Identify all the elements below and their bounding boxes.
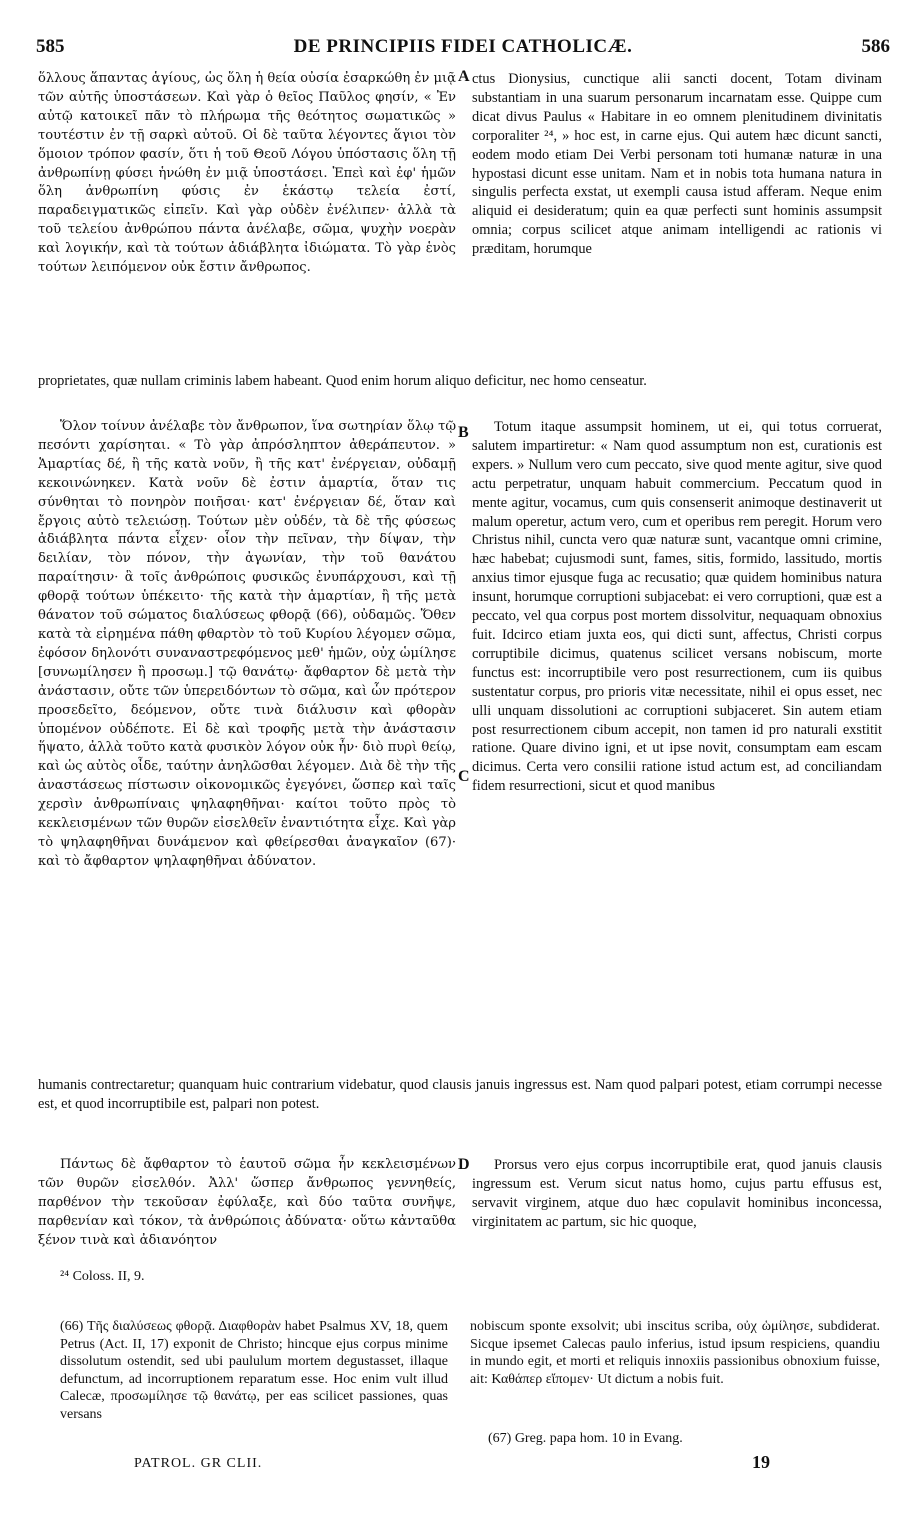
full-width-line-a bbox=[38, 372, 882, 391]
margin-marker-a: A bbox=[458, 68, 470, 85]
page-number-right: 586 bbox=[861, 36, 890, 57]
margin-marker-d: D bbox=[458, 1156, 470, 1173]
latin-paragraph-b: Totum itaque assumpsit hominem, ut ei, qui totus corruerat, salutem impartiretur: « Nam quod assumptum non est, curationis est expers. » Nullum vero cum peccato, sive quod mente agitur, sive quod actu perpetratur, unquam habuit commercium. Peccatum quod in mente agitur, vocamus, cum quis consenserit animoque destinaverit ut malum operetur, actum vero, cum et operibus rem peregit. Horum vero Christus nihil, cuncta vero quæ naturæ sunt, vacantque omni crimine, hæc habebat; cujusmodi sunt, fames, sitis, formido, lassitudo, mortis anxius timor ejusque fuga ac recusatio; quæ quidem hominibus natura insunt, horumque corruptioni subjacebat: ei vero corruptioni, quæ est a peccato, vel qua corpus post mortem dissolvitur, nequaquam obnoxius fuit. Idcirco etiam juxta eos, qui dicti sunt, affectus, Christi corpus corruptibile dicimus, quatenus scilicet versans nobiscum, morte functus est: incorruptibile vero post resurrectionem, cum iis quibus sustentatur corpus, pro prioris vitæ necessitate, nihil ei opus esset, nec ulli unquam dissolutioni ac corruptioni subjaceret. Sin autem etiam post resurrectionem cibum accepit, non tamen id pro naturali exstitit ratione. Quare divino igni, et ut ipse novit, consumptam eam escam dicimus. Certa vero consilii ratione istud actum est, ad conciliandam fidem resurrectioni, sicut et quod manibus bbox=[472, 419, 882, 795]
page-title: DE PRINCIPIIS FIDEI CATHOLICÆ. bbox=[293, 36, 633, 57]
margin-marker-b: B bbox=[458, 424, 469, 441]
greek-paragraph-d: Πάντως δὲ ἄφθαρτον τὸ ἑαυτοῦ σῶμα ἦν κεκλεισμένων τῶν θυρῶν εἰσελθόν. Ἀλλ' ὥσπερ ἄνθρωπος γεννηθείς, παρθένον τὴν τεκοῦσαν ἐφύλαξε, καὶ δύο ταῦτα συνῆψε, παρθενίαν καὶ τόκον, τὰ ἀνθρώποις ἀδύνατα· οὕτω κἀνταῦθα ξένον τινὰ καὶ ἀδιανόητον bbox=[38, 1157, 456, 1248]
full-width-text-a: proprietates, quæ nullam criminis labem habeant. Quod enim horum aliquo deficitur, nec homo censeatur. bbox=[38, 373, 647, 389]
footnote-67: (67) Greg. papa hom. 10 in Evang. bbox=[488, 1431, 683, 1446]
footer-series: PATROL. GR CLII. bbox=[134, 1456, 263, 1471]
greek-paragraph-b: Ὅλον τοίνυν ἀνέλαβε τὸν ἄνθρωπον, ἵνα σωτηρίαν ὅλῳ τῷ πεσόντι χαρίσηται. « Τὸ γὰρ ἀπρόσληπτον ἀθεράπευτον. » Ἁμαρτίας δέ, ἢ τῆς κατὰ νοῦν, ἢ τῆς κατ' ἐνέργειαν, οὐδαμῇ κεκοινώνηκεν. Κατὰ νοῦν δὲ ἐστιν ἁμαρτία, ὅταν τις σύνθηται τὸ πονηρὸν ποιῆσαι· κατ' ἐνέργειαν δέ, ὅταν καὶ ἔργοις αὐτὸ τελειώσῃ. Τούτων μὲν οὐδέν, τὰ δὲ τῆς φύσεως ἀδιάβλητα πάντα εἶχεν· οἷον τὴν πεῖναν, τὴν δίψαν, τὴν δειλίαν, τὸν πόνον, τὴν ἀγωνίαν, τὴν τοῦ θανάτου παραίτησιν· ἃ τοῖς ἀνθρώποις φυσικῶς ἐνυπάρχουσι, καὶ τῇ φθορᾷ τούτων ὑπέκειτο· τῆς κατὰ τὴν ἁμαρτίαν, ἢ τῆς μετὰ θάνατον τοῦ σώματος διαλύσεως φθορᾷ (66), οὐδαμῶς. Ὅθεν κατὰ τὰ εἰρημένα πάθη φθαρτὸν τὸ τοῦ Κυρίου λέγομεν σῶμα, ἐφόσον δηλονότι συναναστρεφόμενος μεθ' ἡμῶν, οὐχ ὡμίλησε [συνωμίλησεν ἢ προσωμ.] τῷ θανάτῳ· ἄφθαρτον δὲ μετὰ τὴν ἀνάστασιν, οὔτε τῶν ὑπερειδόντων τὸ σῶμα, καὶ ὧν πρότερον προσεδεῖτο, δεόμενον, οὔτε τινὰ διάλυσιν καὶ φθορὰν ὑπομένον οὐδέποτε. Εἰ δὲ καὶ τροφῆς μετὰ τὴν ἀνάστασιν ἥψατο, ἀλλὰ τοῦτο κατὰ φυσικὸν λόγον οὐκ ἦν· διὸ πυρὶ θείῳ, καὶ ὡς αὐτὸς οἶδε, ταύτην ἀνηλῶσθαι λέγομεν. Διὰ δὲ τὴν τῆς ἀναστάσεως πίστωσιν οἰκονομικῶς ἐγεγόνει, ὥσπερ καὶ ταῖς χερσὶν ἀνθρωπίναις ψηλαφηθῆναι· καίτοι τοῦτο πρὸς τὸ κεκλεισμένων τῶν θυρῶν εἰσελθεῖν ἐναντιότητα εἶχε. Καὶ γὰρ τὸ ψηλαφηθῆναι δυνάμενον καὶ φθείρεσθαι ἀναγκαῖον (67)· καὶ τὸ ἄφθαρτον ψηλαφηθῆναι ἀδύνατον. bbox=[38, 419, 456, 869]
latin-column-b bbox=[472, 418, 882, 796]
footnote-66: (66) Τῆς διαλύσεως φθορᾷ. Διαφθορὰν habet Psalmus XV, 18, quem Petrus (Act. II, 17) exponit de Christo; hincque ejus corpus minime dissolutum ostendit, sed ubi paululum mortem degustasset, illaque defunctum, ad incorruptionem reparatum esse. Hoc enim vult illud Calecæ, προσωμίλησε τῷ θανάτῳ, per eas scilicet passiones, quas versans bbox=[60, 1319, 448, 1422]
latin-column-a bbox=[472, 70, 882, 259]
footnote-coloss: ²⁴ Coloss. II, 9. bbox=[60, 1269, 145, 1284]
margin-marker-c: C bbox=[458, 768, 470, 785]
full-width-text-b: humanis contrectaretur; quanquam huic contrarium videbatur, quod clausis januis ingressus est. Nam quod palpari potest, etiam corrumpi necesse est, et quod incorruptibile est, palpari non potest. bbox=[38, 1077, 882, 1112]
footer-signature: 19 bbox=[752, 1452, 770, 1472]
greek-column-a bbox=[38, 70, 456, 278]
running-header bbox=[36, 36, 890, 66]
footnote-66-continued: nobiscum sponte exsolvit; ubi inscitus scriba, οὐχ ὡμίλησε, subdiderat. Sicque ipsemet Calecas paulo inferius, istud ipsum respiciens, quandiu in mundo egit, et morti et reliquis innoxiis passionibus obnoxium fuisse, ait: Καθάπερ εἴπομεν· Ut dictum a nobis fuit. bbox=[470, 1319, 880, 1387]
greek-column-b bbox=[38, 418, 456, 872]
greek-column-d bbox=[38, 1156, 456, 1251]
greek-paragraph-a: ὅλλους ἅπαντας ἁγίους, ὡς ὅλη ἡ θεία οὐσία ἐσαρκώθη ἐν μιᾷ τῶν αὐτῆς ὑποστάσεων. Καὶ γὰρ ὁ θεῖος Παῦλος φησίν, « Ἐν αὐτῷ κατοικεῖ πᾶν τὸ πλήρωμα τῆς θεότητος σωματικῶς » τουτέστιν ἐν τῇ σαρκὶ αὐτοῦ. Οἱ δὲ ταῦτα λέγοντες ἅγιοι τὸν ὅμοιον τρόπον φασίν, ὅτι ἡ τοῦ Θεοῦ Λόγου ὑπόστασις ὅλη τῇ ἀνθρωπίνῃ φύσει ἡνώθη ἐν μιᾷ ὑποστάσει. Ἐπεὶ καὶ ἐφ' ἡμῶν ὅλη ἀνθρωπίνη φύσις ἐν ἑκάστῳ τελεία ἐστί, παραδειγματικῶς εἰπεῖν. Καὶ γὰρ οὐδὲν ἐνέλιπεν· ἀλλὰ τὰ τοῦ τελείου ἀνθρώπου πάντα ἀνέλαβε, σῶμα, ψυχὴν νοερὰν καὶ λογικήν, καὶ τὰ τούτων ἀδιάβλητα ἰδιώματα. Τὸ γὰρ ἑνὸς τούτων λειπόμενον οὐκ ἔστιν ἄνθρωπος. bbox=[38, 71, 456, 276]
full-width-line-b bbox=[38, 1076, 882, 1114]
latin-paragraph-a: ctus Dionysius, cunctique alii sancti docent, Totam divinam substantiam in una suarum personarum incarnatam esse. Quippe cum dicat divus Paulus « Habitare in eo omnem plenitudinem divinitatis corporaliter ²⁴, » hoc est, in carne ejus. Qui autem hæc dicunt sancti, eodem modo etiam Dei Verbi personam toti humanæ naturæ in una hypostasi dicunt esse unitam. Nam et in nobis tota humana natura in singulis perfecta exstat, ut exempli causa istud afferam. Neque enim aliquid ei desideratum; quin ea quæ perfecti sunt hominis assumpsit omnia; corpus scilicet atque animam intelligendi ac rationis vi præditam, horumque bbox=[472, 71, 882, 258]
latin-column-d bbox=[472, 1156, 882, 1232]
page-number-left: 585 bbox=[36, 36, 65, 57]
latin-paragraph-d: Prorsus vero ejus corpus incorruptibile erat, quod januis clausis ingressum est. Verum sicut natus homo, cujus partu effusus est, servavit virginem, atque duo hæc copulavit hominibus inconcessa, virginitatem ac partum, sic hic quoque, bbox=[472, 1157, 882, 1230]
